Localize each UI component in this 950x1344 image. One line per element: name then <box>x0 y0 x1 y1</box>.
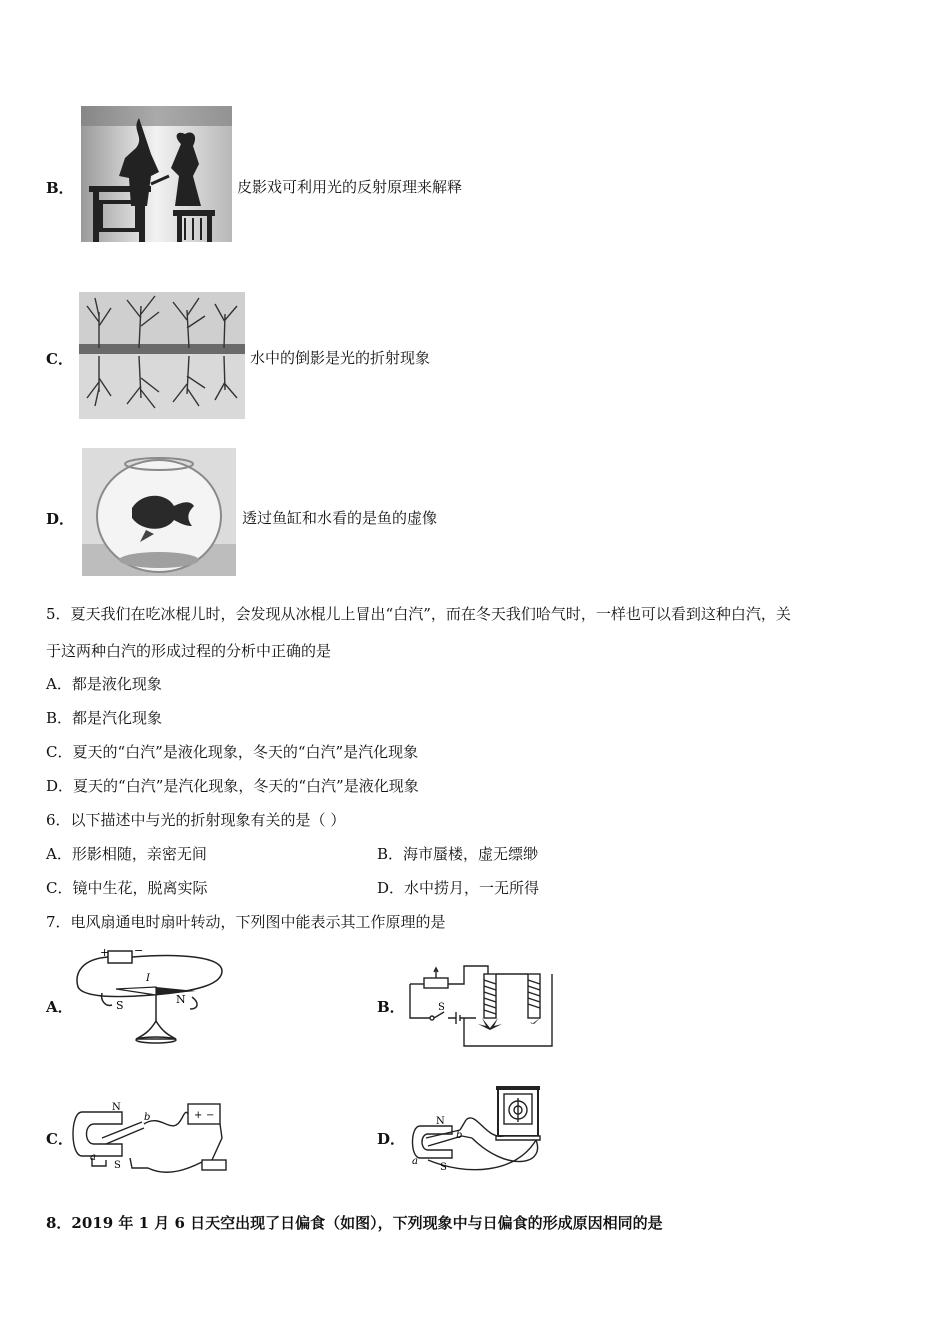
option-d-text: 透过鱼缸和水看的是鱼的虚像 <box>242 509 438 527</box>
electromagnet-circuit-diagram <box>404 958 556 1050</box>
q5-stem-line1: 5．夏天我们在吃冰棍儿时，会发现从冰棍儿上冒出“白汽”，而在冬天我们哈气时，一样也可以看到这种白汽，关 <box>46 605 791 623</box>
option-b-text: 皮影戏可利用光的反射原理来解释 <box>237 178 463 196</box>
goldfish-bowl-photo <box>82 448 236 576</box>
q5-option-b: B．都是汽化现象 <box>46 709 163 727</box>
q7-option-c-label: C． <box>46 1130 73 1148</box>
a-label: a <box>412 1156 418 1167</box>
north-pole-label: N <box>176 993 186 1006</box>
q7-option-a-label: A． <box>46 998 73 1016</box>
q7-stem: 7．电风扇通电时扇叶转动，下列图中能表示其工作原理的是 <box>46 913 446 931</box>
plus-mark: + <box>194 1110 203 1121</box>
q5-stem-line2: 于这两种白汽的形成过程的分析中正确的是 <box>46 642 332 660</box>
q6-option-b: B．海市蜃楼，虚无缥缈 <box>377 845 539 863</box>
b-label: b <box>456 1130 463 1141</box>
north-pole-label: N <box>436 1116 445 1127</box>
generator-principle-diagram <box>406 1080 554 1176</box>
q5-option-c: C．夏天的“白汽”是液化现象，冬天的“白汽”是汽化现象 <box>46 743 419 761</box>
south-pole-label: S <box>440 1162 447 1173</box>
current-label: I <box>146 973 150 984</box>
q6-option-d: D．水中捞月，一无所得 <box>377 879 540 897</box>
q6-option-c: C．镜中生花，脱离实际 <box>46 879 208 897</box>
a-label: a <box>90 1152 96 1163</box>
option-c-label: C． <box>46 350 73 368</box>
minus-mark: − <box>206 1110 215 1121</box>
oersted-compass-diagram <box>72 943 232 1048</box>
q7-option-b-label: B． <box>377 998 405 1016</box>
q6-stem: 6．以下描述中与光的折射现象有关的是（ ） <box>46 811 346 829</box>
south-pole-label: S <box>114 1160 121 1171</box>
north-pole-label: N <box>112 1102 121 1113</box>
q6-option-a: A．形影相随，亲密无间 <box>46 845 207 863</box>
q5-option-a: A．都是液化现象 <box>46 675 162 693</box>
option-c-text: 水中的倒影是光的折射现象 <box>250 349 431 367</box>
q7-option-d-label: D． <box>377 1130 406 1148</box>
q5-option-d: D．夏天的“白汽”是汽化现象，冬天的“白汽”是液化现象 <box>46 777 419 795</box>
plus-mark: + <box>100 946 110 959</box>
shadow-puppet-photo <box>81 106 232 242</box>
south-pole-label: S <box>116 999 124 1012</box>
q8-stem: 8．2019 年 1 月 6 日天空出现了日偏食（如图），下列现象中与日偏食的形成原因相同的是 <box>46 1214 663 1232</box>
switch-label: S <box>438 1002 445 1013</box>
b-label: b <box>144 1112 151 1123</box>
motor-principle-diagram <box>72 1098 242 1182</box>
tree-reflection-photo <box>79 292 245 419</box>
option-b-label: B． <box>46 179 74 197</box>
option-d-label: D． <box>46 510 75 528</box>
minus-mark: − <box>134 944 144 957</box>
